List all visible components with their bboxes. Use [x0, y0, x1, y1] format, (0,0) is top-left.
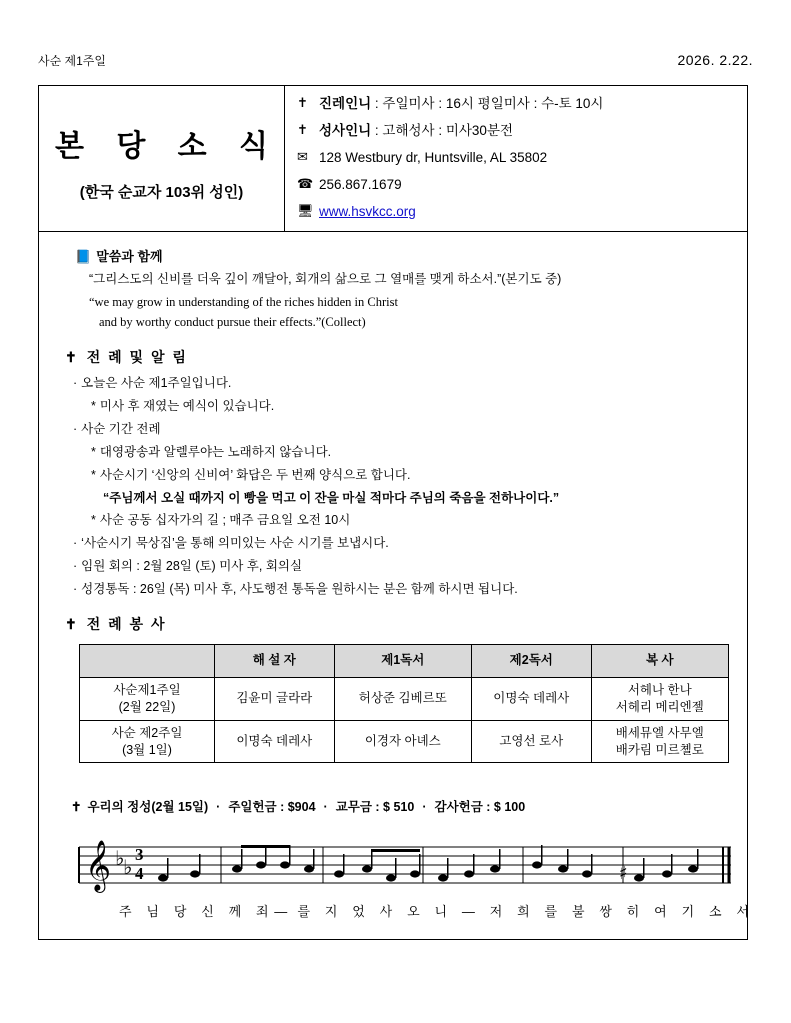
- column-header-reading1: 제1독서: [334, 644, 471, 677]
- lyric-syllable: 당: [173, 904, 188, 920]
- cell-server-line2: 서헤리 메리엔젤: [615, 699, 704, 714]
- asterisk-icon: *: [91, 513, 96, 528]
- bullet-dot-icon: ·: [422, 800, 427, 815]
- lyric-syllable: 여: [654, 904, 668, 920]
- list-item: [73, 581, 729, 598]
- contact-row-website: [297, 204, 747, 222]
- list-item-label: 임원 회의 : 2월 28일 (토) 미사 후, 회의실: [81, 559, 303, 574]
- list-item: [73, 421, 729, 438]
- cell-reading2: 고영선 로사: [471, 720, 591, 763]
- contact-row-address: [297, 150, 747, 168]
- column-header-server: 복 사: [591, 644, 728, 677]
- table-header-row: [80, 644, 729, 677]
- phone-icon: ☎: [297, 176, 314, 191]
- bulletin-content: [39, 232, 750, 927]
- row-label-line1: 사순 제2주일: [111, 725, 183, 740]
- cross-icon: ✝: [71, 800, 82, 815]
- offering-line: [71, 797, 729, 815]
- lyric-syllable: 께: [228, 904, 243, 920]
- lyric-syllable: —: [461, 904, 476, 920]
- cell-reading2: 이명숙 데레사: [471, 677, 591, 720]
- liturgy-heading-label: 전 례 및 알 림: [86, 349, 188, 366]
- list-item: [91, 467, 729, 484]
- list-item-label: 대영광송과 알렐루야는 노래하지 않습니다.: [99, 444, 332, 459]
- word-english-line1: “we may grow in understanding of the riches hidden in Christ: [89, 294, 398, 309]
- list-item: [91, 398, 729, 415]
- lyric-syllable: 쌍: [599, 904, 613, 920]
- cell-server: [591, 720, 728, 763]
- contact-row-mass-times: [297, 96, 747, 114]
- asterisk-icon: *: [91, 399, 96, 413]
- confession-label: 성사인니: [319, 123, 372, 138]
- time-signature-top: 3: [135, 845, 144, 865]
- list-item-label: 사순 기간 전례: [81, 421, 161, 436]
- lyric-syllable: 신: [201, 904, 215, 920]
- lyric-syllable: 지: [324, 904, 339, 920]
- mass-times-label: 진레인니: [319, 96, 372, 111]
- word-heading-label: 말씀과 함께: [96, 249, 163, 264]
- bullet-dot-icon: ·: [73, 582, 78, 596]
- list-item-quote: “주님께서 오실 때까지 이 빵을 먹고 이 잔을 마실 적마다 주님의 죽음을 전하나이다.”: [103, 490, 560, 505]
- issue-date: 2026. 2.22.: [677, 52, 753, 68]
- masthead: [39, 86, 285, 231]
- contact-row-phone: [297, 177, 747, 195]
- list-item: [91, 444, 729, 461]
- treble-clef-icon: 𝄞: [85, 840, 112, 892]
- monitor-icon: 🖥: [297, 203, 314, 218]
- cross-icon: ✝: [297, 122, 308, 137]
- bullet-dot-icon: ·: [73, 376, 78, 391]
- asterisk-icon: *: [91, 444, 96, 459]
- row-label-line2: (3월 1일): [122, 742, 172, 757]
- cell-reading1: 이경자 아녜스: [334, 720, 471, 763]
- contact-block: [285, 86, 747, 231]
- lyric-syllable: —: [274, 904, 289, 920]
- lyric-syllable: 소: [708, 904, 723, 920]
- column-header-blank: [80, 644, 215, 677]
- lyric-syllable: 히: [626, 904, 641, 920]
- lyric-syllable: 주: [119, 904, 133, 920]
- cross-icon: ✝: [65, 615, 79, 632]
- lyric-syllable: 기: [681, 904, 696, 920]
- lyric-syllable: 를: [297, 904, 312, 920]
- lyric-syllable: 희: [517, 904, 531, 920]
- cross-icon: ✝: [65, 349, 79, 366]
- lyric-syllable: 서: [736, 904, 750, 920]
- service-heading-label: 전 례 봉 사: [86, 615, 167, 632]
- bullet-dot-icon: ·: [323, 800, 328, 815]
- top-meta: [38, 52, 753, 70]
- row-label-line2: (2월 22일): [118, 699, 176, 714]
- offering-item-sunday: 주일헌금 : $904: [228, 800, 316, 815]
- lyric-syllable: 오: [407, 904, 421, 920]
- mass-times-value: : 주일미사 : 16시 평일미사 : 수-토 10시: [371, 96, 604, 111]
- masthead-subtitle: (한국 순교자 103위 성인): [79, 184, 244, 201]
- row-label: [80, 720, 215, 763]
- sharp-icon: ♯: [619, 863, 628, 885]
- bullet-dot-icon: ·: [216, 800, 221, 815]
- liturgy-section-heading: [65, 347, 729, 367]
- phone-value: 256.867.1679: [319, 177, 402, 192]
- lyrics-line: [119, 901, 750, 920]
- cell-commentator: 김윤미 글라라: [215, 677, 335, 720]
- word-block: [75, 246, 729, 331]
- row-label-line1: 사순제1주일: [113, 682, 181, 697]
- list-item: [73, 375, 729, 392]
- cell-server-line1: 서헤나 한나: [627, 682, 692, 697]
- bullet-dot-icon: ·: [73, 536, 78, 551]
- word-english-line2: and by worthy conduct pursue their effects.”(Collect): [99, 315, 366, 329]
- list-item-label: 사순시기 ‘신앙의 신비여’ 화답은 두 번째 양식으로 합니다.: [99, 467, 411, 482]
- music-notation: [71, 827, 751, 927]
- cell-reading1: 허상준 김베르또: [334, 677, 471, 720]
- list-item: [91, 512, 729, 529]
- cell-server: [591, 677, 728, 720]
- lyric-syllable: 저: [489, 904, 504, 920]
- bullet-dot-icon: ·: [73, 421, 78, 436]
- cross-icon: ✝: [297, 95, 308, 110]
- cell-server-line1: 배세뮤엘 사무엘: [615, 725, 704, 740]
- offering-item-dues: 교무금 : $ 510: [335, 800, 415, 815]
- lyric-syllable: 죄: [256, 904, 270, 920]
- word-korean-quote: “그리스도의 신비를 더욱 깊이 깨달아, 회개의 삶으로 그 열매를 맺게 하소서.”(본기도 중): [89, 272, 562, 286]
- list-item-label: 오늘은 사순 제1주일입니다.: [81, 376, 232, 391]
- list-item: [73, 558, 729, 575]
- table-row: [80, 677, 729, 720]
- lyric-syllable: 를: [544, 904, 559, 920]
- website-link[interactable]: www.hsvkcc.org: [319, 204, 416, 219]
- liturgical-day-label: 사순 제1주일: [38, 54, 106, 68]
- table-row: [80, 720, 729, 763]
- service-section-heading: [65, 614, 729, 634]
- flat-icon: ♭: [123, 855, 133, 880]
- cell-commentator: 이명숙 데레사: [215, 720, 335, 763]
- list-item-label: 사순 공동 십자가의 길 ; 매주 금요일 오전 10시: [99, 513, 351, 528]
- row-label: [80, 677, 215, 720]
- confession-value: : 고해성사 : 미사30분전: [371, 123, 514, 138]
- column-header-commentator: 해 설 자: [215, 644, 335, 677]
- liturgical-service-table: [79, 644, 729, 764]
- lyric-syllable: 었: [352, 904, 366, 920]
- asterisk-icon: *: [91, 467, 96, 482]
- list-item-label: ‘사순시기 묵상집’을 통해 의미있는 사순 시기를 보냅시다.: [81, 536, 389, 551]
- offering-item-thanks: 감사헌금 : $ 100: [434, 800, 526, 815]
- flat-icon: ♭: [115, 846, 125, 871]
- word-heading: [75, 246, 729, 265]
- cell-server-line2: 배카림 미르쳴로: [615, 742, 704, 757]
- list-item: [73, 535, 729, 552]
- header-band: [39, 86, 747, 232]
- lyric-syllable: 사: [379, 904, 394, 920]
- book-icon: 📘: [75, 249, 92, 264]
- list-item-label: 성경통독 : 26일 (목) 미사 후, 사도행전 통독을 원하시는 분은 함께 하시면 됩니다.: [81, 582, 518, 596]
- lyric-syllable: 불: [571, 904, 586, 920]
- bulletin-frame: [38, 85, 748, 940]
- offering-heading: 우리의 정성(2월 15일): [87, 800, 209, 815]
- column-header-reading2: 제2독서: [471, 644, 591, 677]
- list-item-label: 미사 후 재였는 예식이 있습니다.: [99, 399, 275, 413]
- lyric-syllable: 님: [146, 904, 160, 920]
- masthead-title: 본 당 소 식: [55, 130, 280, 163]
- time-signature-bottom: 4: [135, 864, 144, 884]
- contact-row-confession: [297, 123, 747, 141]
- address-value: 128 Westbury dr, Huntsville, AL 35802: [319, 150, 548, 165]
- lyric-syllable: 니: [434, 904, 449, 920]
- envelope-icon: ✉: [297, 149, 308, 164]
- bullet-dot-icon: ·: [73, 559, 78, 574]
